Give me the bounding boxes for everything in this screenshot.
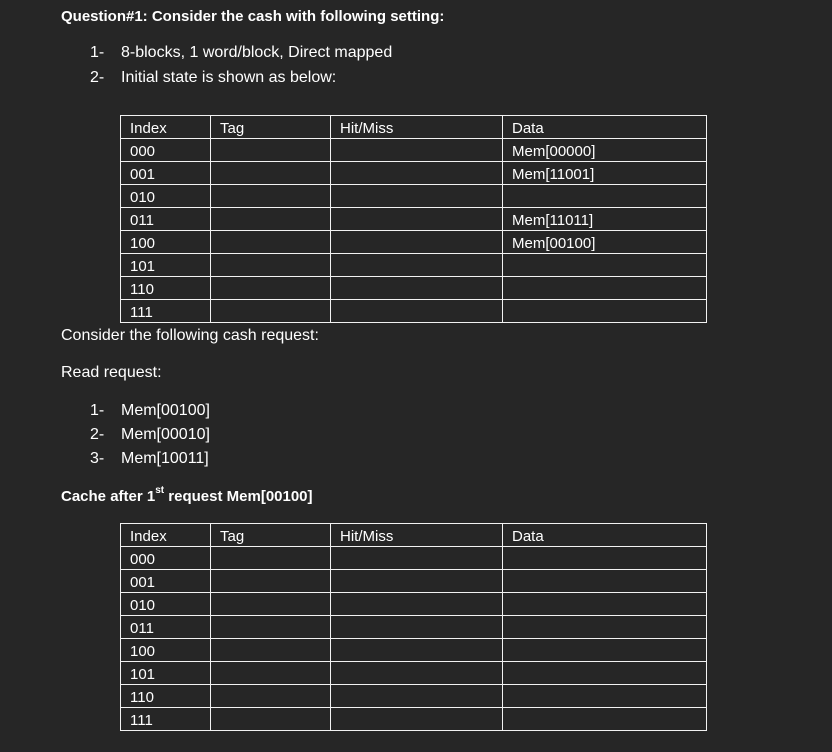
request-number: 1- (90, 402, 105, 419)
cell-hit-miss (331, 254, 503, 277)
cell-data (503, 185, 707, 208)
cell-tag (211, 639, 331, 662)
cell-hit-miss (331, 616, 503, 639)
cell-data (503, 685, 707, 708)
cell-data (503, 639, 707, 662)
cell-tag (211, 547, 331, 570)
cell-hit-miss (331, 208, 503, 231)
cell-index: 010 (121, 185, 211, 208)
read-request-label: Read request: (61, 364, 162, 381)
header-data: Data (503, 524, 707, 547)
cell-data (503, 547, 707, 570)
table-row (121, 639, 707, 662)
table-row (121, 231, 707, 254)
after-cache-table (120, 523, 707, 731)
cell-tag (211, 254, 331, 277)
cell-hit-miss (331, 570, 503, 593)
cell-index: 011 (121, 208, 211, 231)
cell-tag (211, 570, 331, 593)
cell-data (503, 662, 707, 685)
settings-text: Initial state is shown as below: (121, 69, 337, 86)
cell-tag (211, 277, 331, 300)
header-hit-miss: Hit/Miss (331, 524, 503, 547)
after-heading-suffix: request Mem[00100] (164, 488, 313, 505)
cell-index: 011 (121, 616, 211, 639)
cell-index: 001 (121, 570, 211, 593)
header-hit-miss: Hit/Miss (331, 116, 503, 139)
cell-tag (211, 593, 331, 616)
table-row (121, 708, 707, 731)
table-header-row (121, 524, 707, 547)
after-request-heading (61, 485, 313, 505)
request-text: Mem[00100] (121, 402, 210, 419)
cell-data (503, 570, 707, 593)
cell-index: 001 (121, 162, 211, 185)
cell-hit-miss (331, 185, 503, 208)
settings-text: 8-blocks, 1 word/block, Direct mapped (121, 44, 393, 61)
cell-index: 000 (121, 139, 211, 162)
request-text: Mem[10011] (121, 450, 209, 467)
cell-index: 101 (121, 254, 211, 277)
cell-data (503, 254, 707, 277)
cell-hit-miss (331, 662, 503, 685)
header-tag: Tag (211, 524, 331, 547)
initial-cache-table (120, 115, 707, 323)
table-header-row (121, 116, 707, 139)
cell-tag (211, 662, 331, 685)
cell-hit-miss (331, 300, 503, 323)
after-heading-prefix: Cache after 1 (61, 488, 156, 505)
request-number: 2- (90, 426, 105, 443)
cell-data (503, 708, 707, 731)
table-row (121, 662, 707, 685)
cell-index: 111 (121, 300, 211, 323)
table-row (121, 593, 707, 616)
cell-index: 110 (121, 277, 211, 300)
table-row (121, 570, 707, 593)
cell-hit-miss (331, 139, 503, 162)
header-data: Data (503, 116, 707, 139)
cell-tag (211, 139, 331, 162)
header-tag: Tag (211, 116, 331, 139)
cell-data (503, 300, 707, 323)
cell-tag (211, 208, 331, 231)
cell-data: Mem[00100] (503, 231, 707, 254)
cell-hit-miss (331, 639, 503, 662)
question-title: Question#1: Consider the cash with following setting: (61, 8, 445, 25)
cell-tag (211, 162, 331, 185)
request-number: 3- (90, 450, 105, 467)
cell-data (503, 593, 707, 616)
cell-data (503, 616, 707, 639)
cell-tag (211, 185, 331, 208)
cell-tag (211, 300, 331, 323)
table-row (121, 277, 707, 300)
table-row (121, 685, 707, 708)
cell-index: 101 (121, 662, 211, 685)
table-row (121, 162, 707, 185)
cell-index: 100 (121, 639, 211, 662)
table-row (121, 616, 707, 639)
table-row (121, 139, 707, 162)
cell-index: 000 (121, 547, 211, 570)
cell-index: 111 (121, 708, 211, 731)
table-row (121, 547, 707, 570)
cell-hit-miss (331, 593, 503, 616)
header-index: Index (121, 524, 211, 547)
cell-tag (211, 616, 331, 639)
cell-index: 010 (121, 593, 211, 616)
cell-data: Mem[11011] (503, 208, 707, 231)
cell-data: Mem[00000] (503, 139, 707, 162)
settings-number: 1- (90, 44, 105, 61)
cell-hit-miss (331, 708, 503, 731)
table-row (121, 254, 707, 277)
table-row (121, 300, 707, 323)
cell-tag (211, 231, 331, 254)
cell-data (503, 277, 707, 300)
cell-hit-miss (331, 277, 503, 300)
after-heading-superscript: st (155, 485, 165, 496)
cell-hit-miss (331, 547, 503, 570)
cell-hit-miss (331, 685, 503, 708)
cell-index: 100 (121, 231, 211, 254)
header-index: Index (121, 116, 211, 139)
cell-tag (211, 708, 331, 731)
table-row (121, 185, 707, 208)
settings-number: 2- (90, 69, 105, 86)
cell-tag (211, 685, 331, 708)
cell-data: Mem[11001] (503, 162, 707, 185)
cell-index: 110 (121, 685, 211, 708)
cell-hit-miss (331, 162, 503, 185)
cell-hit-miss (331, 231, 503, 254)
table-row (121, 208, 707, 231)
consider-text: Consider the following cash request: (61, 327, 319, 344)
request-text: Mem[00010] (121, 426, 210, 443)
